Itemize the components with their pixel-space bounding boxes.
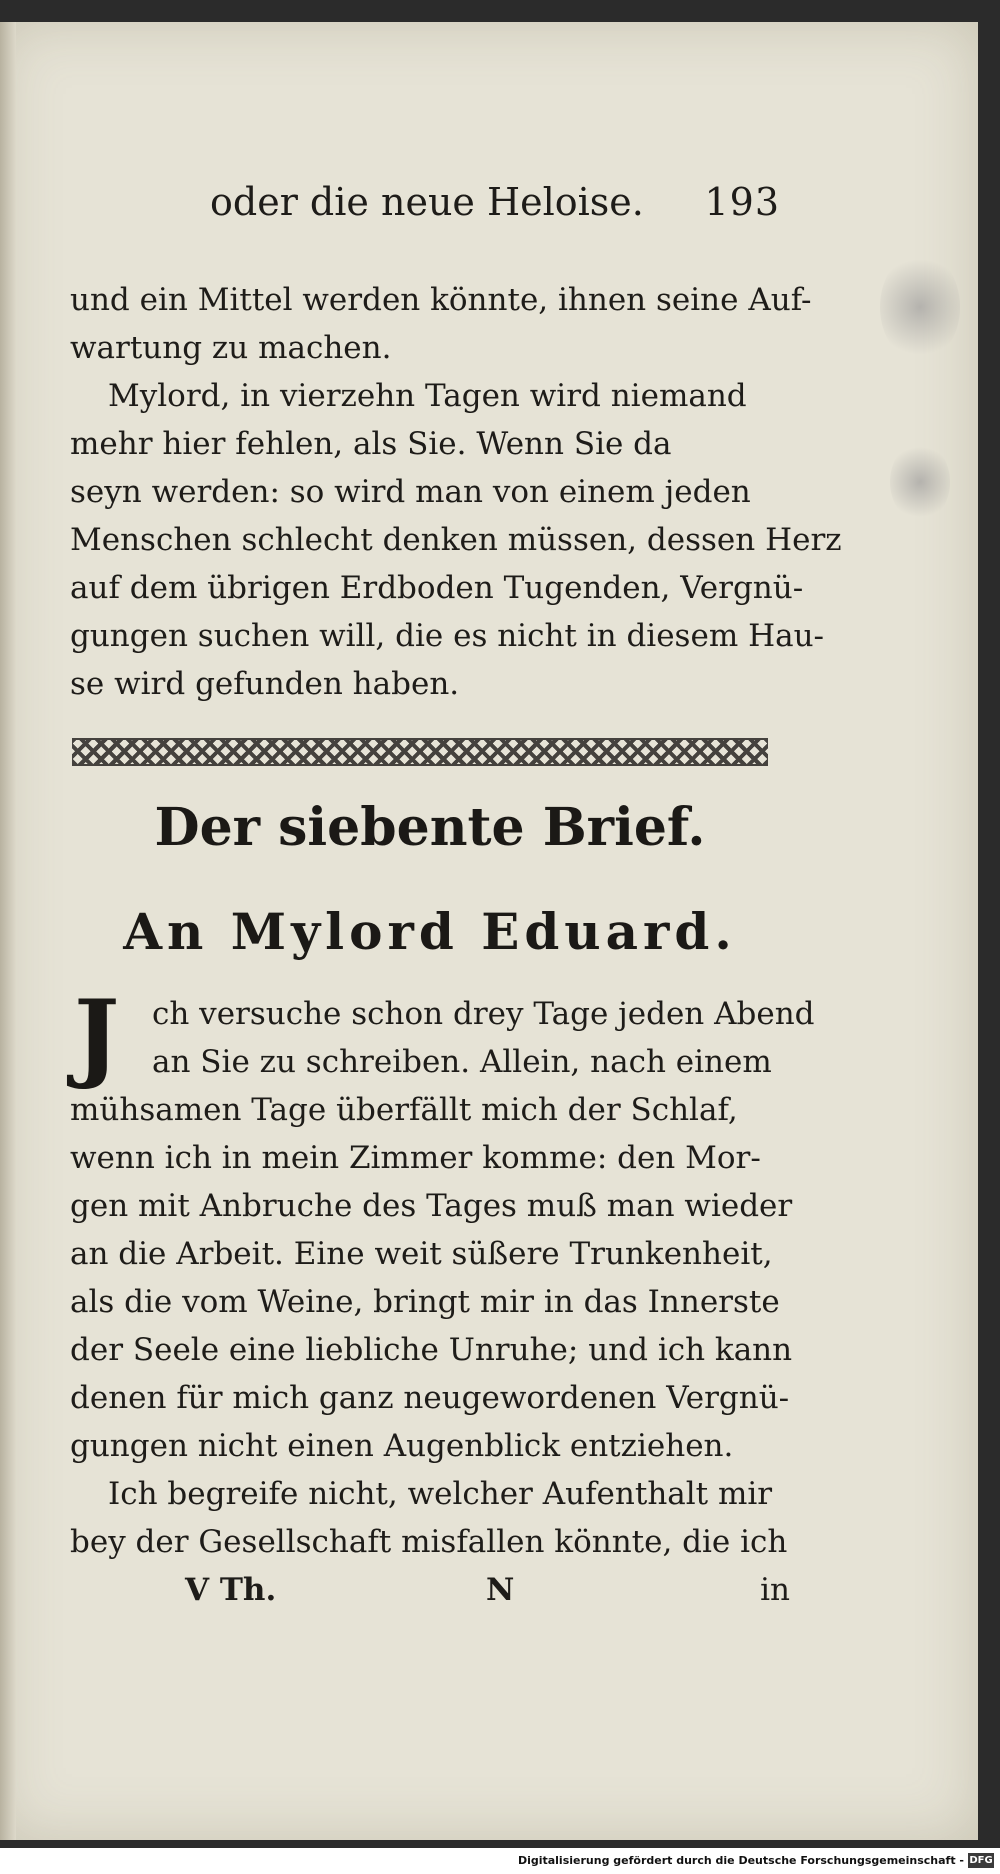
- catchword: in: [760, 1572, 790, 1608]
- text-line: gungen nicht einen Augenblick entziehen.: [70, 1428, 734, 1464]
- text-line: wenn ich in mein Zimmer komme: den Mor-: [70, 1140, 761, 1176]
- text-line: an Sie zu schreiben. Allein, nach einem: [152, 1044, 772, 1080]
- text-line: bey der Gesellschaft misfallen könnte, die ich: [70, 1524, 788, 1560]
- text-line: der Seele eine liebliche Unruhe; und ich kann: [70, 1332, 793, 1368]
- text-line: auf dem übrigen Erdboden Tugenden, Vergnü-: [70, 570, 804, 606]
- ink-stain: [880, 252, 960, 362]
- text-line: gen mit Anbruche des Tages muß man wieder: [70, 1188, 793, 1224]
- text-line: Ich begreife nicht, welcher Aufenthalt mir: [108, 1476, 773, 1512]
- book-page: [0, 22, 978, 1840]
- text-line: Menschen schlecht denken müssen, dessen Herz: [70, 522, 842, 558]
- page-number: 193: [704, 180, 780, 224]
- text-line: se wird gefunden haben.: [70, 666, 460, 702]
- text-line: Mylord, in vierzehn Tagen wird niemand: [108, 378, 747, 414]
- page-footer: [70, 1572, 790, 1612]
- running-title: oder die neue Heloise.: [210, 180, 644, 224]
- page-header: [210, 180, 780, 230]
- dfg-logo-icon: DFG: [969, 1855, 993, 1866]
- letter-title: Der siebente Brief.: [154, 797, 706, 858]
- text-line: seyn werden: so wird man von einem jeden: [70, 474, 751, 510]
- text-line: ch versuche schon drey Tage jeden Abend: [152, 996, 815, 1032]
- ornamental-divider: [72, 738, 768, 766]
- drop-cap: J: [74, 979, 120, 1092]
- text-line: denen für mich ganz neugewordenen Vergnü-: [70, 1380, 790, 1416]
- text-line: als die vom Weine, bringt mir in das Innerste: [70, 1284, 780, 1320]
- text-line: und ein Mittel werden könnte, ihnen seine Auf-: [70, 282, 812, 318]
- text-line: wartung zu machen.: [70, 330, 392, 366]
- credit-bar: [0, 1848, 1000, 1874]
- text-line: mehr hier fehlen, als Sie. Wenn Sie da: [70, 426, 672, 462]
- ink-stain: [890, 442, 950, 522]
- credit-text: Digitalisierung gefördert durch die Deutsche Forschungsgemeinschaft -: [517, 1854, 964, 1867]
- text-block-top: [70, 276, 842, 708]
- letter-body: [70, 979, 815, 1566]
- page-binding-edge: [0, 22, 16, 1840]
- text-line: an die Arbeit. Eine weit süßere Trunkenheit,: [70, 1236, 773, 1272]
- letter-addressee: An Mylord Eduard.: [123, 902, 737, 961]
- text-line: mühsamen Tage überfällt mich der Schlaf,: [70, 1092, 738, 1128]
- sheet-mark: N: [486, 1572, 515, 1608]
- signature-mark: V Th.: [185, 1572, 277, 1608]
- text-line: gungen suchen will, die es nicht in diesem Hau-: [70, 618, 825, 654]
